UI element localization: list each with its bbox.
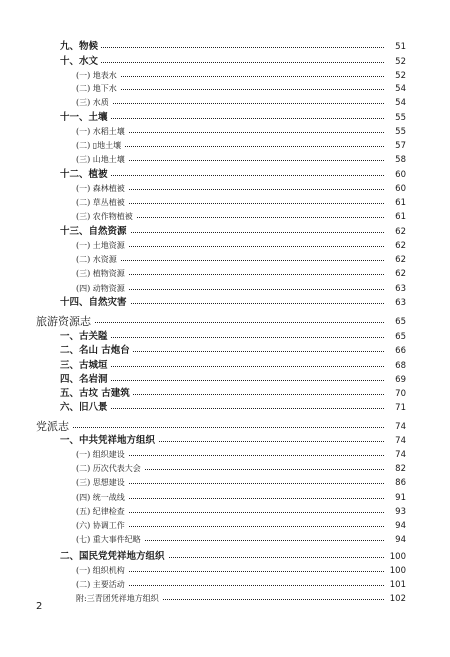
toc-entry <box>0 491 450 505</box>
toc-entry-title: 十一、土壤 <box>60 111 111 125</box>
toc-entry-title: 一、中共凭祥地方组织 <box>60 434 158 448</box>
toc-entry-page: 74 <box>384 434 406 448</box>
toc-entry <box>0 330 450 344</box>
toc-entry-page: 63 <box>384 282 406 296</box>
dot-leader <box>80 526 404 527</box>
toc-entry <box>0 359 450 373</box>
dot-leader <box>80 246 404 247</box>
toc-entry-page: 66 <box>384 344 406 358</box>
toc-entry-page: 94 <box>384 533 406 547</box>
toc-entry <box>0 210 450 224</box>
toc-entry-title: (一) 森林植被 <box>76 182 128 196</box>
toc-entry-page: 61 <box>384 196 406 210</box>
dot-leader <box>64 337 404 338</box>
dot-leader <box>80 203 404 204</box>
dot-leader <box>80 483 404 484</box>
dot-leader <box>80 89 404 90</box>
toc-entry <box>0 55 450 69</box>
dot-leader <box>64 47 404 48</box>
toc-entry-page: 54 <box>384 82 406 96</box>
toc-entry-title: 九、物候 <box>60 40 101 54</box>
toc-entry <box>0 550 450 564</box>
toc-entry-title: 二、名山 古炮台 <box>60 344 133 358</box>
toc-entry-page: 65 <box>384 330 406 344</box>
toc-entry <box>0 168 450 182</box>
dot-leader <box>80 274 404 275</box>
page-number: 2 <box>36 601 43 612</box>
toc-entry <box>0 267 450 281</box>
toc-entry-page: 63 <box>384 296 406 310</box>
dot-leader <box>64 118 404 119</box>
toc-entry-page: 52 <box>384 69 406 83</box>
toc-entry-title: (一) 地表水 <box>76 69 120 83</box>
toc-entry-title: (一) 水稻土壤 <box>76 125 128 139</box>
toc-entry-page: 57 <box>384 139 406 153</box>
toc-entry-page: 62 <box>384 267 406 281</box>
toc-entry <box>0 253 450 267</box>
toc-entry <box>0 344 450 358</box>
toc-entry-page: 62 <box>384 253 406 267</box>
dot-leader <box>80 146 404 147</box>
toc-entry <box>0 387 450 401</box>
toc-entry <box>0 533 450 547</box>
toc-entry <box>0 82 450 96</box>
toc-entry-page: 91 <box>384 491 406 505</box>
toc-entry-page: 61 <box>384 210 406 224</box>
toc-entry-title: (三) 思想建设 <box>76 476 128 490</box>
toc-entry-title: 党派志 <box>36 418 72 436</box>
toc-entry-page: 52 <box>384 55 406 69</box>
toc-entry-page: 60 <box>384 168 406 182</box>
toc-entry-title: 十四、自然灾害 <box>60 296 130 310</box>
toc-entry-page: 74 <box>384 448 406 462</box>
toc-entry-page: 71 <box>384 401 406 415</box>
toc-entry-page: 70 <box>384 387 406 401</box>
toc-entry-page: 86 <box>384 476 406 490</box>
toc-entry <box>0 225 450 239</box>
toc-entry-page: 74 <box>384 418 406 436</box>
toc-entry-page: 94 <box>384 519 406 533</box>
toc-entry-page: 62 <box>384 225 406 239</box>
dot-leader <box>80 260 404 261</box>
dot-leader <box>40 322 404 323</box>
toc-entry-title: 一、古关隘 <box>60 330 111 344</box>
toc-entry-title: 五、古坟 古建筑 <box>60 387 133 401</box>
toc-entry-title: 四、名岩洞 <box>60 373 111 387</box>
toc-entry-title: 六、旧八景 <box>60 401 111 415</box>
toc-entry-title: 十、水文 <box>60 55 101 69</box>
toc-entry <box>0 578 450 592</box>
dot-leader <box>80 189 404 190</box>
toc-entry-title: 十三、自然资源 <box>60 225 130 239</box>
toc-entry-page: 51 <box>384 40 406 54</box>
toc-entry-title: (一) 土地资源 <box>76 239 128 253</box>
dot-leader <box>80 289 404 290</box>
toc-entry-title: 附:三青团凭祥地方组织 <box>76 592 162 606</box>
toc-entry-page: 82 <box>384 462 406 476</box>
toc-entry <box>0 111 450 125</box>
toc-entry-page: 60 <box>384 182 406 196</box>
dot-leader <box>40 427 404 428</box>
toc-entry <box>0 182 450 196</box>
toc-entry <box>0 434 450 448</box>
toc-entry <box>0 373 450 387</box>
toc-entry-title: (三) 农作物植被 <box>76 210 136 224</box>
dot-leader <box>80 160 404 161</box>
toc-entry-title: (二) 主要活动 <box>76 578 128 592</box>
toc-entry <box>0 196 450 210</box>
toc-entry <box>0 153 450 167</box>
toc-entry-page: 100 <box>384 550 406 564</box>
toc-entry-title: (二) 地下水 <box>76 82 120 96</box>
toc-entry <box>0 519 450 533</box>
toc-entry-title: 三、古城垣 <box>60 359 111 373</box>
dot-leader <box>64 380 404 381</box>
dot-leader <box>64 366 404 367</box>
dot-leader <box>80 132 404 133</box>
toc-entry <box>0 448 450 462</box>
dot-leader <box>80 571 404 572</box>
toc-entry-title: (二) 历次代表大会 <box>76 462 144 476</box>
toc-entry-title: (七) 重大事件纪略 <box>76 533 144 547</box>
toc-entry <box>0 401 450 415</box>
toc-entry-title: 十二、植被 <box>60 168 111 182</box>
dot-leader <box>80 455 404 456</box>
toc-entry <box>0 476 450 490</box>
toc-entry-title: (一) 组织建设 <box>76 448 128 462</box>
dot-leader <box>80 76 404 77</box>
toc-entry-page: 93 <box>384 505 406 519</box>
toc-entry-title: (二) ▯地土壤 <box>76 139 124 153</box>
toc-entry <box>0 69 450 83</box>
toc-entry <box>0 296 450 310</box>
toc-entry <box>0 505 450 519</box>
dot-leader <box>64 62 404 63</box>
toc-entry-title: (三) 水质 <box>76 96 112 110</box>
toc-entry-page: 54 <box>384 96 406 110</box>
toc-entry <box>0 564 450 578</box>
toc-entry-title: (二) 水资源 <box>76 253 120 267</box>
toc-entry-title: (一) 组织机构 <box>76 564 128 578</box>
toc-entry-title: 旅游资源志 <box>36 313 94 331</box>
toc-entry <box>0 125 450 139</box>
toc-entry <box>0 239 450 253</box>
dot-leader <box>80 103 404 104</box>
toc-entry-title: 二、国民党凭祥地方组织 <box>60 550 168 564</box>
toc-entry-page: 62 <box>384 239 406 253</box>
toc-entry <box>0 313 450 331</box>
toc-entry-title: (四) 动物资源 <box>76 282 128 296</box>
toc-entry <box>0 592 450 606</box>
toc-entry-page: 68 <box>384 359 406 373</box>
toc-entry-page: 55 <box>384 125 406 139</box>
dot-leader <box>80 512 404 513</box>
toc-entry-title: (五) 纪律检查 <box>76 505 128 519</box>
toc-entry-page: 101 <box>384 578 406 592</box>
toc-entry-page: 100 <box>384 564 406 578</box>
toc-entry <box>0 139 450 153</box>
toc-entry-page: 102 <box>384 592 406 606</box>
toc-entry-page: 65 <box>384 313 406 331</box>
toc-entry-title: (四) 统一战线 <box>76 491 128 505</box>
toc-entry <box>0 462 450 476</box>
dot-leader <box>80 585 404 586</box>
toc-entry-title: (三) 山地土壤 <box>76 153 128 167</box>
toc-entry <box>0 96 450 110</box>
toc-entry-page: 69 <box>384 373 406 387</box>
toc-entry <box>0 40 450 54</box>
dot-leader <box>64 408 404 409</box>
toc-entry-title: (六) 协调工作 <box>76 519 128 533</box>
dot-leader <box>80 498 404 499</box>
toc-entry-page: 58 <box>384 153 406 167</box>
toc-entry-title: (二) 草丛植被 <box>76 196 128 210</box>
toc-entry <box>0 282 450 296</box>
toc-entry-page: 55 <box>384 111 406 125</box>
dot-leader <box>64 175 404 176</box>
toc-entry-title: (三) 植物资源 <box>76 267 128 281</box>
